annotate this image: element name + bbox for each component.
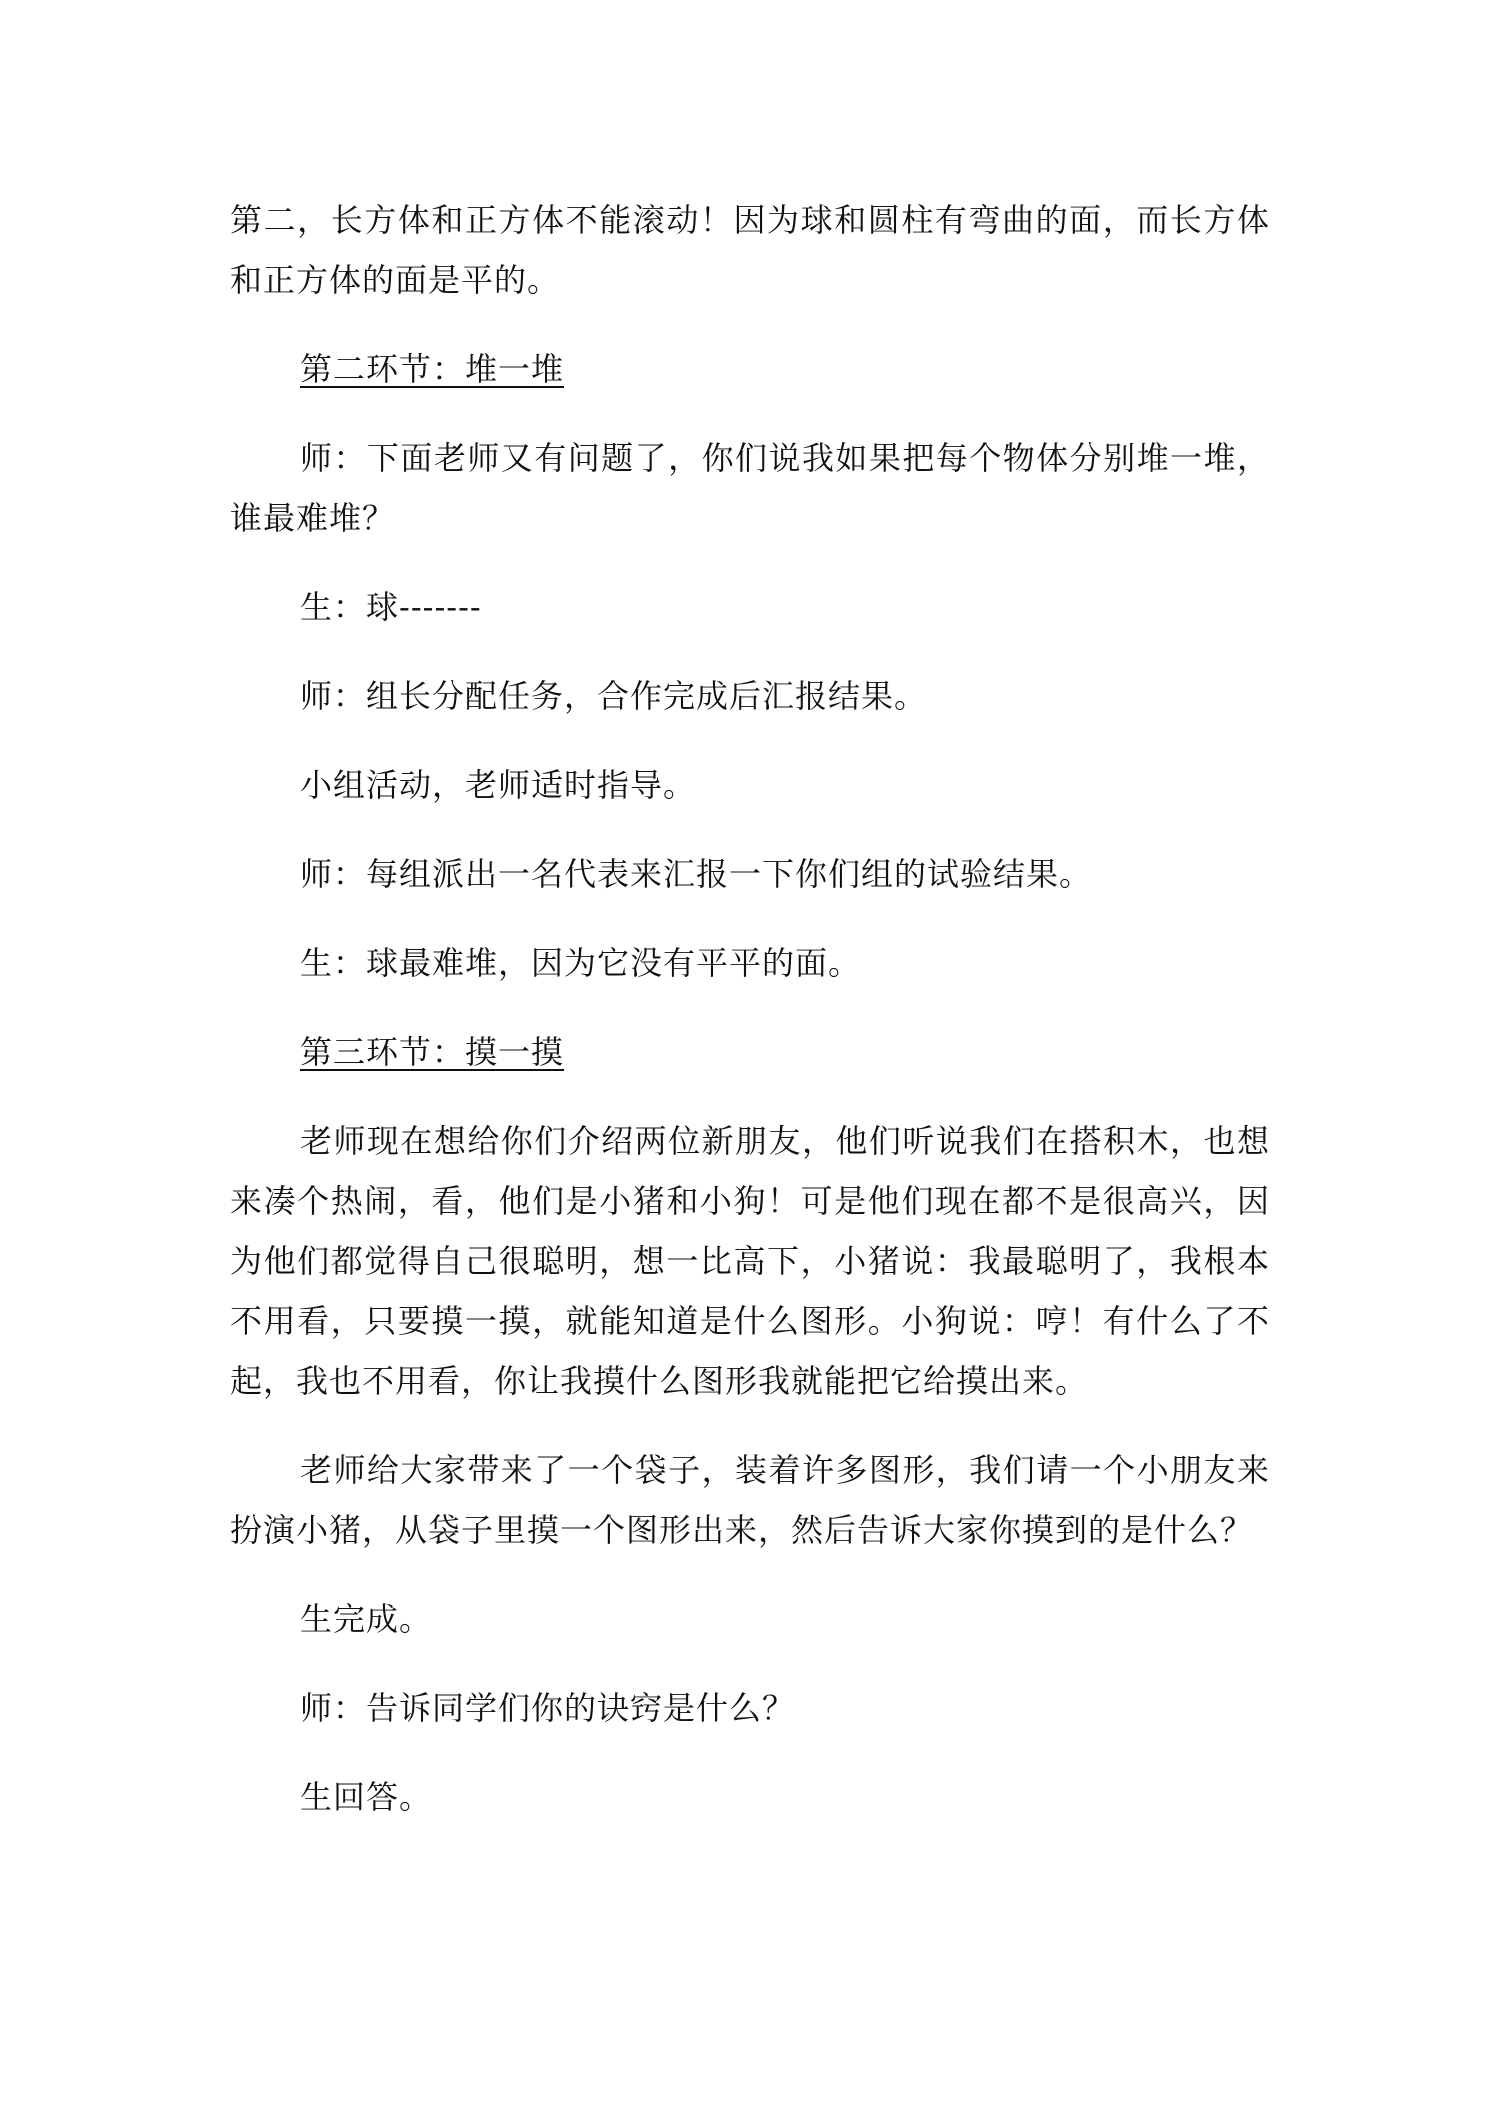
section-heading-touch-text: 第三环节：摸一摸 — [300, 1033, 565, 1071]
paragraph-group-activity: 小组活动，老师适时指导。 — [300, 766, 697, 804]
paragraph-conclusion: 第二，长方体和正方体不能滚动！因为球和圆柱有弯曲的面，而长方体和正方体的面是平的。 — [230, 201, 1270, 299]
paragraph-bag-activity: 老师给大家带来了一个袋子，装着许多图形，我们请一个小朋友来扮演小猪，从袋子里摸一个图形出来，然后告诉大家你摸到的是什么？ — [230, 1451, 1270, 1549]
paragraph-teacher-secret: 师：告诉同学们你的诀窍是什么？ — [300, 1689, 796, 1727]
paragraph-teacher-task: 师：组长分配任务，合作完成后汇报结果。 — [300, 677, 928, 715]
section-heading-touch — [230, 1022, 1270, 1082]
paragraph-student-result: 生：球最难堆，因为它没有平平的面。 — [300, 944, 862, 982]
paragraph-student-complete: 生完成。 — [300, 1600, 433, 1638]
section-heading-stack — [230, 339, 1270, 399]
section-heading-stack-text: 第二环节：堆一堆 — [300, 350, 565, 388]
paragraph-story: 老师现在想给你们介绍两位新朋友，他们听说我们在搭积木，也想来凑个热闹，看，他们是小猪和小狗！可是他们现在都不是很高兴，因为他们都觉得自己很聪明，想一比高下，小猪说：我最聪明了，我根本不用看，只要摸一摸，就能知道是什么图形。小狗说：哼！有什么了不起，我也不用看，你让我摸什么图形我就能把它给摸出来。 — [230, 1122, 1270, 1400]
paragraph-student-answer: 生：球------- — [300, 588, 482, 626]
document-body — [230, 190, 1270, 1856]
paragraph-teacher-question: 师：下面老师又有问题了，你们说我如果把每个物体分别堆一堆，谁最难堆？ — [230, 439, 1270, 537]
paragraph-student-reply: 生回答。 — [300, 1778, 433, 1816]
paragraph-teacher-report: 师：每组派出一名代表来汇报一下你们组的试验结果。 — [300, 855, 1093, 893]
